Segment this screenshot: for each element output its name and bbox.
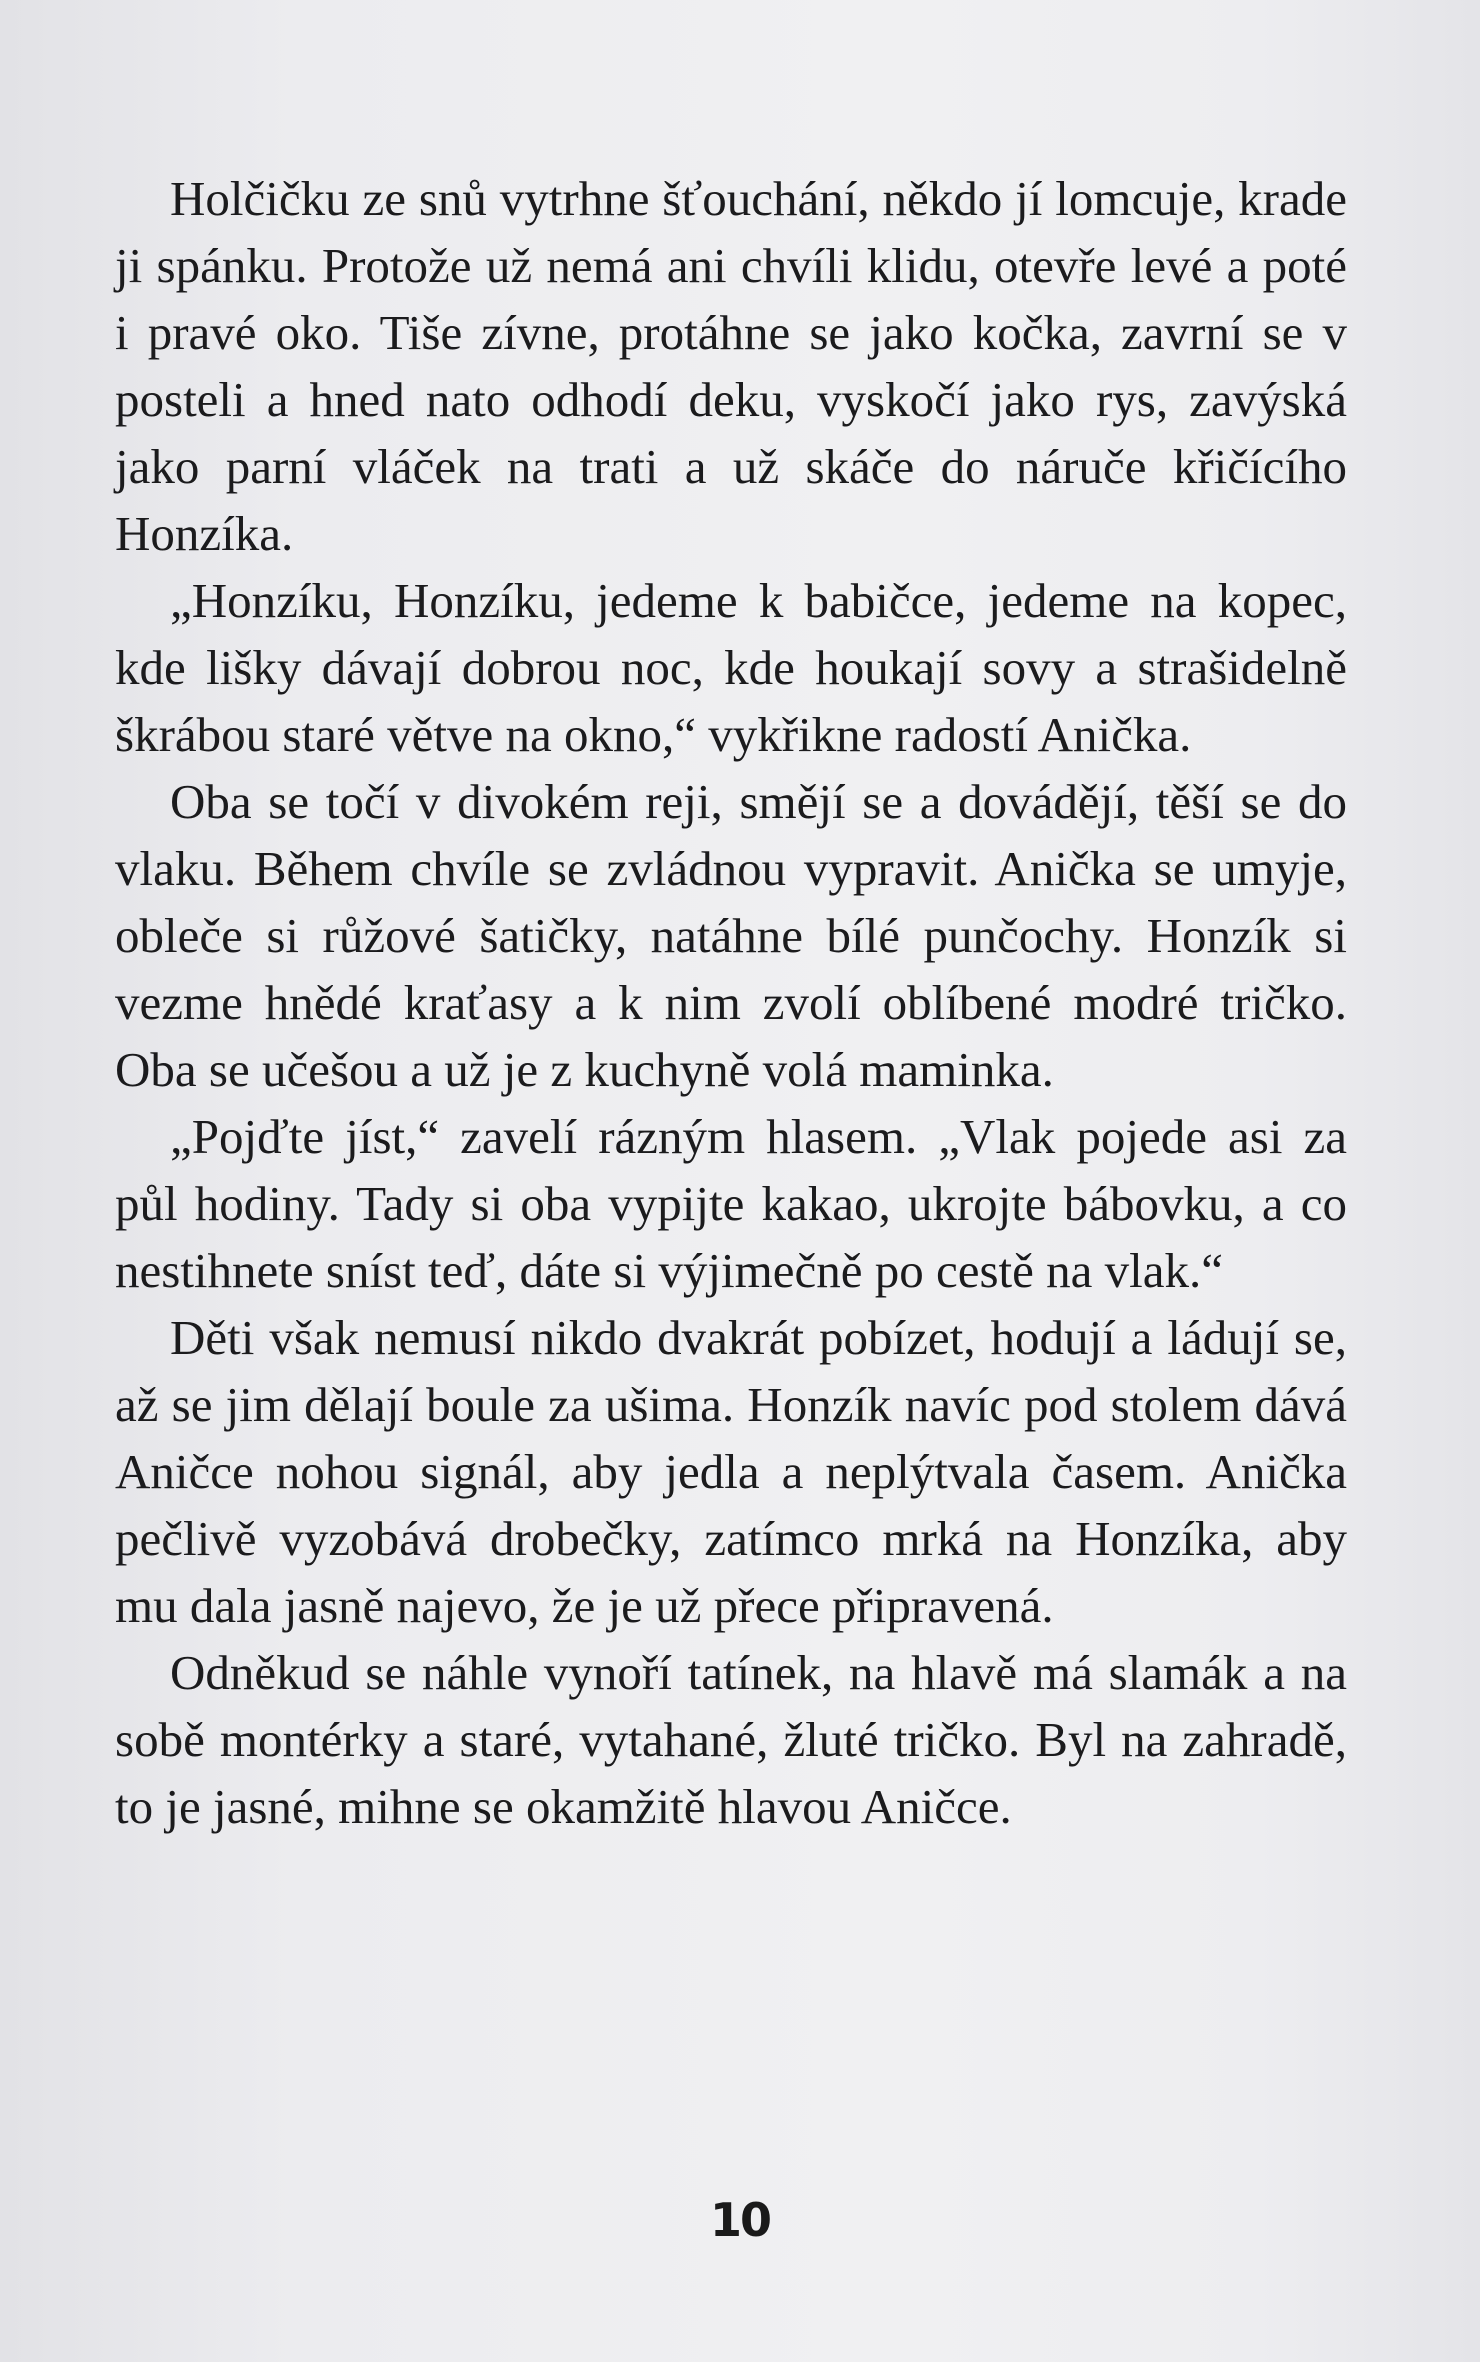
paragraph-1: Holčičku ze snů vytrhne šťouchání, někdo jí lomcuje, krade ji spánku. Protože už nemá ani chvíli klidu, otevře levé a poté i pravé oko. Tiše zívne, protáhne se jako kočka, zavrní se v posteli a hned nato odhodí deku, vyskočí jako rys, zavýská jako parní vláček na trati a už skáče do náruče křičícího Honzíka. (115, 171, 1347, 561)
paragraph-5: Děti však nemusí nikdo dvakrát pobízet, hodují a ládují se, až se jim dělají boule za ušima. Honzík navíc pod stolem dává Aničce nohou signál, aby jedla a neplýtvala časem. Anička pečlivě vyzobává drobečky, zatímco mrká na Honzíka, aby mu dala jasně najevo, že je už přece připravená. (115, 1310, 1347, 1633)
paragraph-4: „Pojďte jíst,“ zavelí rázným hlasem. „Vlak pojede asi za půl hodiny. Tady si oba vypijte kakao, ukrojte bábovku, a co nestihnete sníst teď, dáte si výjimečně po cestě na vlak.“ (115, 1109, 1347, 1298)
body-text (115, 165, 1347, 1840)
paragraph-6: Odněkud se náhle vynoří tatínek, na hlavě má slamák a na sobě montérky a staré, vytahané, žluté tričko. Byl na zahradě, to je jasné, mihne se okamžitě hlavou Aničce. (115, 1645, 1347, 1834)
page-number: 10 (709, 2193, 770, 2247)
paragraph-3: Oba se točí v divokém reji, smějí se a dovádějí, těší se do vlaku. Během chvíle se zvládnou vypravit. Anička se umyje, obleče si růžové šatičky, natáhne bílé punčochy. Honzík si vezme hnědé kraťasy a k nim zvolí oblíbené modré tričko. Oba se učešou a už je z kuchyně volá maminka. (115, 774, 1347, 1097)
paragraph-2: „Honzíku, Honzíku, jedeme k babičce, jedeme na kopec, kde lišky dávají dobrou noc, kde houkají sovy a strašidelně škrábou staré větve na okno,“ vykřikne radostí Anička. (115, 573, 1347, 762)
